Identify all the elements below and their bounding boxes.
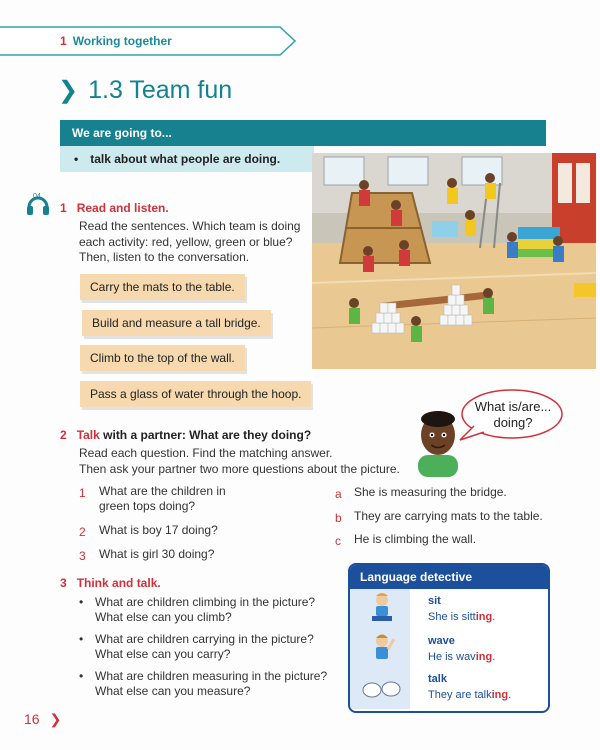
chapter-title: Working together	[72, 34, 172, 48]
lang-sentence: They are talking.	[428, 689, 512, 701]
bubble-line-2: doing?	[493, 415, 533, 430]
lang-word: talk	[428, 673, 447, 685]
chevron-right-icon[interactable]: ❯	[49, 711, 62, 727]
answer-item: b They are carrying mats to the table.	[335, 509, 543, 525]
think-item: • What are children measuring in the picture? What else can you measure?	[79, 669, 328, 698]
goals-heading: We are going to...	[60, 120, 546, 146]
bubble-line-1: What is/are...	[474, 399, 552, 414]
bullet-icon: •	[79, 669, 84, 683]
lang-sentence: He is waving.	[428, 651, 496, 663]
gym-illustration	[312, 153, 596, 369]
goals-item: • talk about what people are doing.	[60, 146, 314, 172]
chapter-number: 1	[60, 34, 67, 48]
speech-bubbles-icon	[362, 681, 402, 704]
page-title	[58, 76, 232, 105]
speech-bubble	[456, 388, 564, 444]
waving-child-icon	[368, 631, 396, 668]
chevron-right-icon: ❯	[58, 77, 79, 104]
note-card: Climb to the top of the wall.	[80, 345, 245, 371]
think-item: • What are children carrying in the picture? What else can you carry?	[79, 632, 314, 661]
lang-word: wave	[428, 635, 455, 647]
lesson-title: 1.3 Team fun	[88, 76, 233, 104]
audio-track: 04	[33, 193, 41, 200]
gym-scene	[312, 153, 596, 369]
note-card: Carry the mats to the table.	[80, 274, 245, 300]
question-item: 3 What is girl 30 doing?	[79, 547, 215, 563]
headphones-icon[interactable]	[26, 193, 50, 217]
bullet-icon: •	[79, 595, 84, 609]
section1-heading: 1 Read and listen.	[60, 201, 169, 215]
lang-word: sit	[428, 595, 441, 607]
language-detective-heading: Language detective	[350, 565, 548, 589]
language-detective-box	[348, 563, 550, 713]
question-item: 2 What is boy 17 doing?	[79, 523, 218, 539]
boy-avatar	[414, 405, 462, 477]
section2-heading: 2 Talk with a partner: What are they doing?	[60, 428, 312, 442]
answer-item: a She is measuring the bridge.	[335, 485, 507, 501]
bullet-icon: •	[74, 152, 79, 166]
think-item: • What are children climbing in the picture? What else can you climb?	[79, 595, 316, 624]
answer-item: c He is climbing the wall.	[335, 532, 477, 548]
section2-instructions: Read each question. Find the matching answer. Then ask your partner two more questions about the picture.	[79, 446, 400, 476]
section1-instructions: Read the sentences. Which team is doing each activity: red, yellow, green or blue? Then, listen to the conversation.	[79, 219, 301, 264]
page-number: 16 ❯	[24, 711, 62, 727]
note-card: Pass a glass of water through the hoop.	[80, 381, 311, 407]
sitting-child-icon	[368, 592, 396, 629]
chapter-tab	[0, 26, 296, 56]
section3-heading: 3 Think and talk.	[60, 576, 161, 590]
lang-sentence: She is sitting.	[428, 611, 496, 623]
bullet-icon: •	[79, 632, 84, 646]
question-item: 1 What are the children in green tops doing?	[79, 484, 226, 513]
note-card: Build and measure a tall bridge.	[82, 310, 271, 336]
